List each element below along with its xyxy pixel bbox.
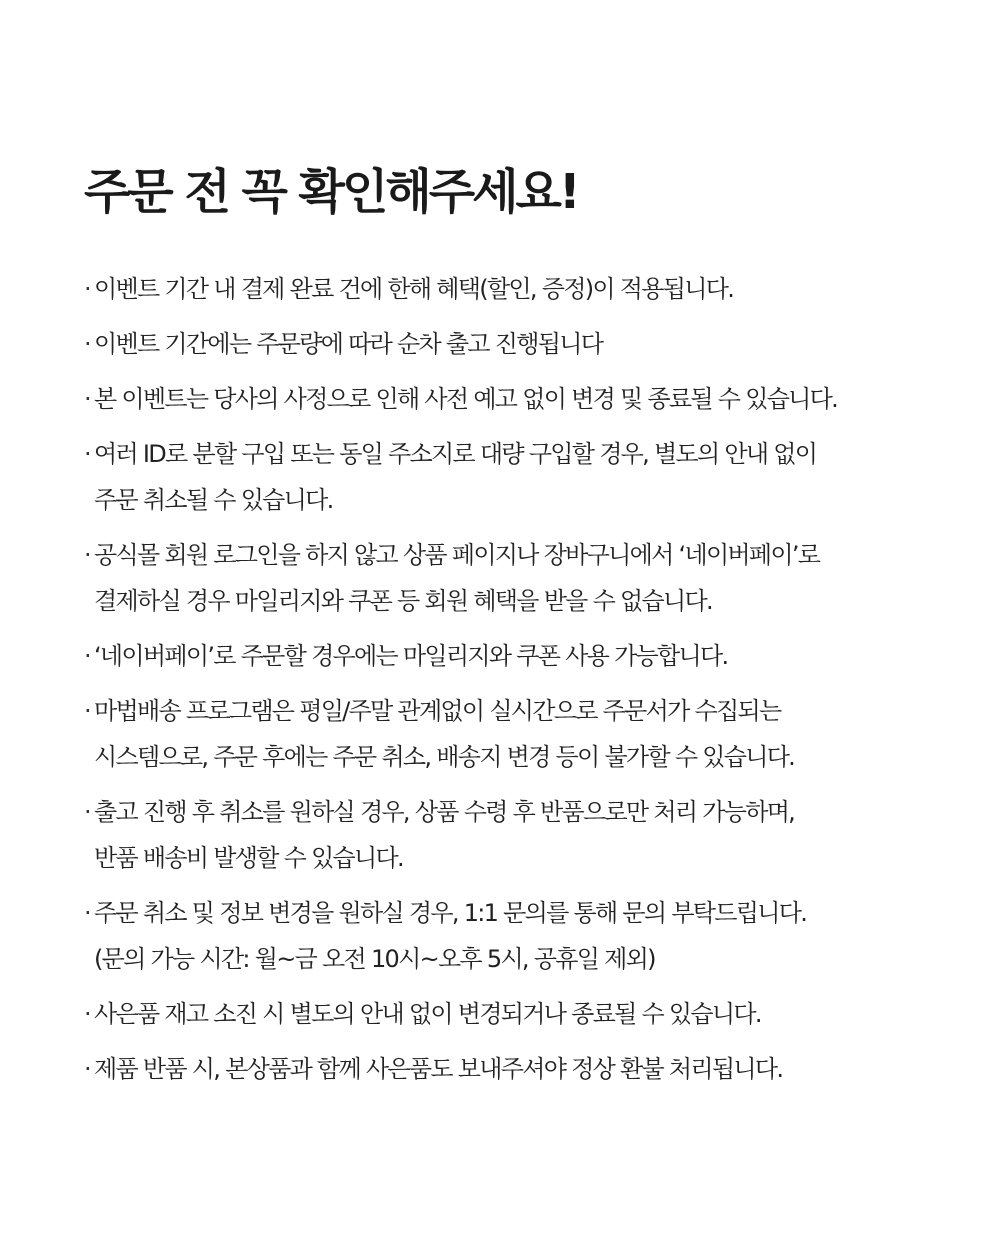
list-item	[84, 376, 964, 422]
list-item	[84, 321, 964, 367]
item-text-continued: 시스템으로, 주문 후에는 주문 취소, 배송지 변경 등이 불가할 수 있습니다.	[94, 743, 795, 771]
item-text-continued: 결제하실 경우 마일리지와 쿠폰 등 회원 혜택을 받을 수 없습니다.	[94, 587, 712, 615]
item-text: 마법배송 프로그램은 평일/주말 관계없이 실시간으로 주문서가 수집되는	[94, 697, 781, 725]
bullet: ·	[84, 697, 92, 725]
item-text-continued: 주문 취소될 수 있습니다.	[94, 486, 333, 514]
list-item	[84, 789, 964, 881]
list-item	[84, 1046, 964, 1092]
item-text: 이벤트 기간에는 주문량에 따라 순차 출고 진행됩니다	[94, 330, 603, 358]
item-text: 주문 취소 및 정보 변경을 원하실 경우, 1:1 문의를 통해 문의 부탁드립니다.	[94, 899, 807, 927]
bullet: ·	[84, 899, 92, 927]
list-item	[84, 633, 964, 679]
bullet: ·	[84, 330, 92, 358]
item-text: 사은품 재고 소진 시 별도의 안내 없이 변경되거나 종료될 수 있습니다.	[94, 1000, 761, 1028]
item-text: 출고 진행 후 취소를 원하실 경우, 상품 수령 후 반품으로만 처리 가능하며,	[94, 798, 795, 826]
list-item	[84, 688, 964, 780]
bullet: ·	[84, 275, 92, 303]
item-text: 본 이벤트는 당사의 사정으로 인해 사전 예고 없이 변경 및 종료될 수 있습니다.	[94, 385, 838, 413]
notice-list	[84, 266, 964, 1092]
list-item	[84, 532, 964, 624]
page-title: 주문 전 꼭 확인해주세요!	[84, 164, 578, 220]
bullet: ·	[84, 541, 92, 569]
bullet: ·	[84, 1000, 92, 1028]
item-text-continued: (문의 가능 시간: 월~금 오전 10시~오후 5시, 공휴일 제외)	[94, 945, 655, 973]
item-text: 공식몰 회원 로그인을 하지 않고 상품 페이지나 장바구니에서 ‘네이버페이’로	[94, 541, 820, 569]
bullet: ·	[84, 1055, 92, 1083]
list-item	[84, 431, 964, 523]
bullet: ·	[84, 440, 92, 468]
bullet: ·	[84, 385, 92, 413]
item-text-continued: 반품 배송비 발생할 수 있습니다.	[94, 844, 403, 872]
list-item	[84, 991, 964, 1037]
item-text: 이벤트 기간 내 결제 완료 건에 한해 혜택(할인, 증정)이 적용됩니다.	[94, 275, 734, 303]
bullet: ·	[84, 798, 92, 826]
bullet: ·	[84, 642, 92, 670]
item-text: ‘네이버페이’로 주문할 경우에는 마일리지와 쿠폰 사용 가능합니다.	[94, 642, 728, 670]
list-item	[84, 890, 964, 982]
order-notice	[84, 150, 964, 1101]
item-text: 여러 ID로 분할 구입 또는 동일 주소지로 대량 구입할 경우, 별도의 안내 없이	[94, 440, 817, 468]
item-text: 제품 반품 시, 본상품과 함께 사은품도 보내주셔야 정상 환불 처리됩니다.	[94, 1055, 783, 1083]
list-item	[84, 266, 964, 312]
